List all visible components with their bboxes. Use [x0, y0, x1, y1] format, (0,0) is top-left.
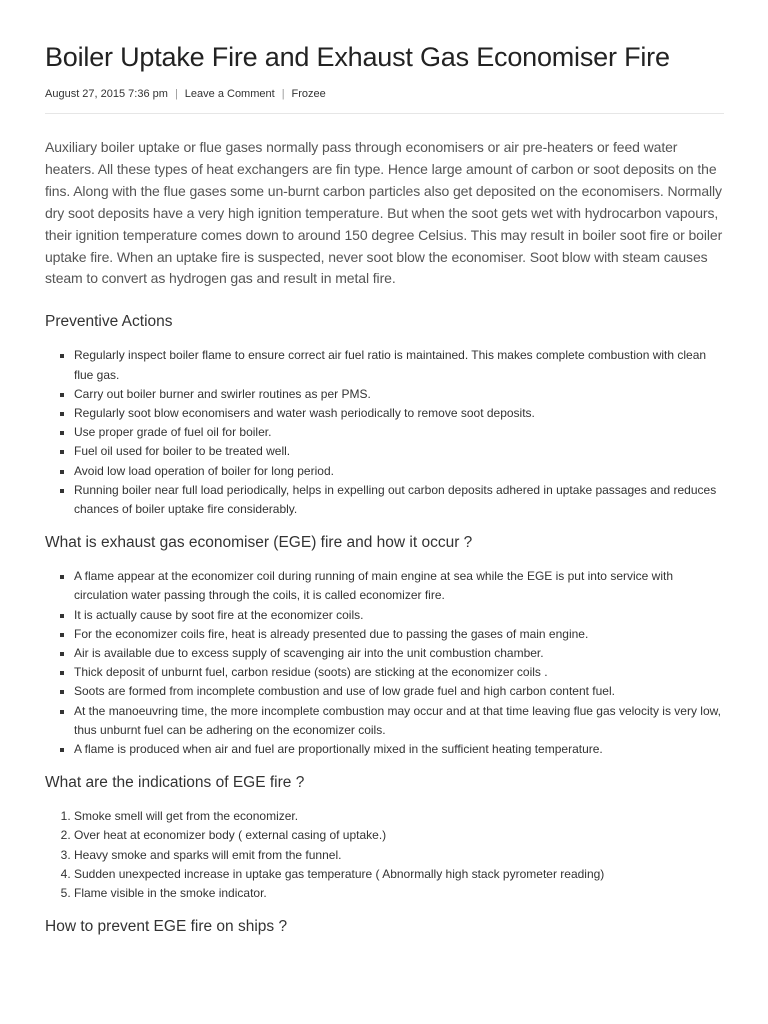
- list-item: 3. Heavy smoke and sparks will emit from the funnel.: [74, 846, 724, 865]
- list-item: A flame is produced when air and fuel are proportionally mixed in the sufficient heating temperature.: [74, 740, 724, 759]
- author-link[interactable]: Frozee: [291, 88, 326, 100]
- list-item: Air is available due to excess supply of scavenging air into the unit combustion chamber.: [74, 644, 724, 663]
- section-heading-ege-fire: What is exhaust gas economiser (EGE) fire and how it occur ?: [45, 534, 473, 552]
- list-item: A flame appear at the economizer coil during running of main engine at sea while the EGE is put into service with circulation water passing through the coils, it is called economizer fire.: [74, 567, 724, 605]
- list-item: Carry out boiler burner and swirler routines as per PMS.: [74, 385, 724, 404]
- preventive-actions-list: [45, 346, 724, 519]
- list-item: 1. Smoke smell will get from the economizer.: [74, 807, 724, 826]
- leave-comment-link[interactable]: Leave a Comment: [184, 88, 275, 100]
- list-item: Regularly soot blow economisers and water wash periodically to remove soot deposits.: [74, 404, 724, 423]
- list-item: Avoid low load operation of boiler for long period.: [74, 462, 724, 481]
- section-heading-preventive-actions: Preventive Actions: [45, 313, 173, 331]
- list-item: Running boiler near full load periodically, helps in expelling out carbon deposits adhered in uptake passages and reduces chances of boiler uptake fire considerably.: [74, 481, 724, 519]
- post-date: August 27, 2015 7:36 pm: [45, 88, 168, 100]
- list-item: For the economizer coils fire, heat is already presented due to passing the gases of main engine.: [74, 625, 724, 644]
- ege-fire-list: [45, 567, 724, 759]
- ege-indications-list: [45, 807, 724, 903]
- list-item: Fuel oil used for boiler to be treated well.: [74, 442, 724, 461]
- meta-separator: |: [174, 88, 178, 100]
- meta-separator: |: [281, 88, 285, 100]
- list-item: Use proper grade of fuel oil for boiler.: [74, 423, 724, 442]
- intro-paragraph: Auxiliary boiler uptake or flue gases normally pass through economisers or air pre-heaters or feed water heaters. All these types of heat exchangers are fin type. Hence large amount of carbon or soot deposits on the fins. Along with the flue gases some un-burnt carbon particles also get deposited on the economisers. Normally dry soot deposits have a very high ignition temperature. But when the soot gets wet with hydrocarbon vapours, their ignition temperature comes down to around 150 degree Celsius. This may result in boiler soot fire or boiler uptake fire. When an uptake fire is suspected, never soot blow the economiser. Soot blow with steam causes steam to convert as hydrogen gas and result in metal fire.: [45, 139, 723, 287]
- list-item: 4. Sudden unexpected increase in uptake gas temperature ( Abnormally high stack pyrometer reading): [74, 865, 724, 884]
- article-title: Boiler Uptake Fire and Exhaust Gas Economiser Fire: [45, 42, 670, 72]
- section-heading-prevent-ege-fire: How to prevent EGE fire on ships ?: [45, 918, 288, 936]
- list-item: At the manoeuvring time, the more incomplete combustion may occur and at that time leaving flue gas velocity is very low, thus unburnt fuel can be adhering on the economizer coils.: [74, 702, 724, 740]
- post-meta: [45, 87, 724, 114]
- list-item: Regularly inspect boiler flame to ensure correct air fuel ratio is maintained. This makes complete combustion with clean flue gas.: [74, 346, 724, 384]
- list-item: 2. Over heat at economizer body ( external casing of uptake.): [74, 826, 724, 845]
- list-item: 5. Flame visible in the smoke indicator.: [74, 884, 724, 903]
- list-item: It is actually cause by soot fire at the economizer coils.: [74, 606, 724, 625]
- list-item: Soots are formed from incomplete combustion and use of low grade fuel and high carbon content fuel.: [74, 682, 724, 701]
- list-item: Thick deposit of unburnt fuel, carbon residue (soots) are sticking at the economizer coils .: [74, 663, 724, 682]
- section-heading-ege-indications: What are the indications of EGE fire ?: [45, 774, 305, 792]
